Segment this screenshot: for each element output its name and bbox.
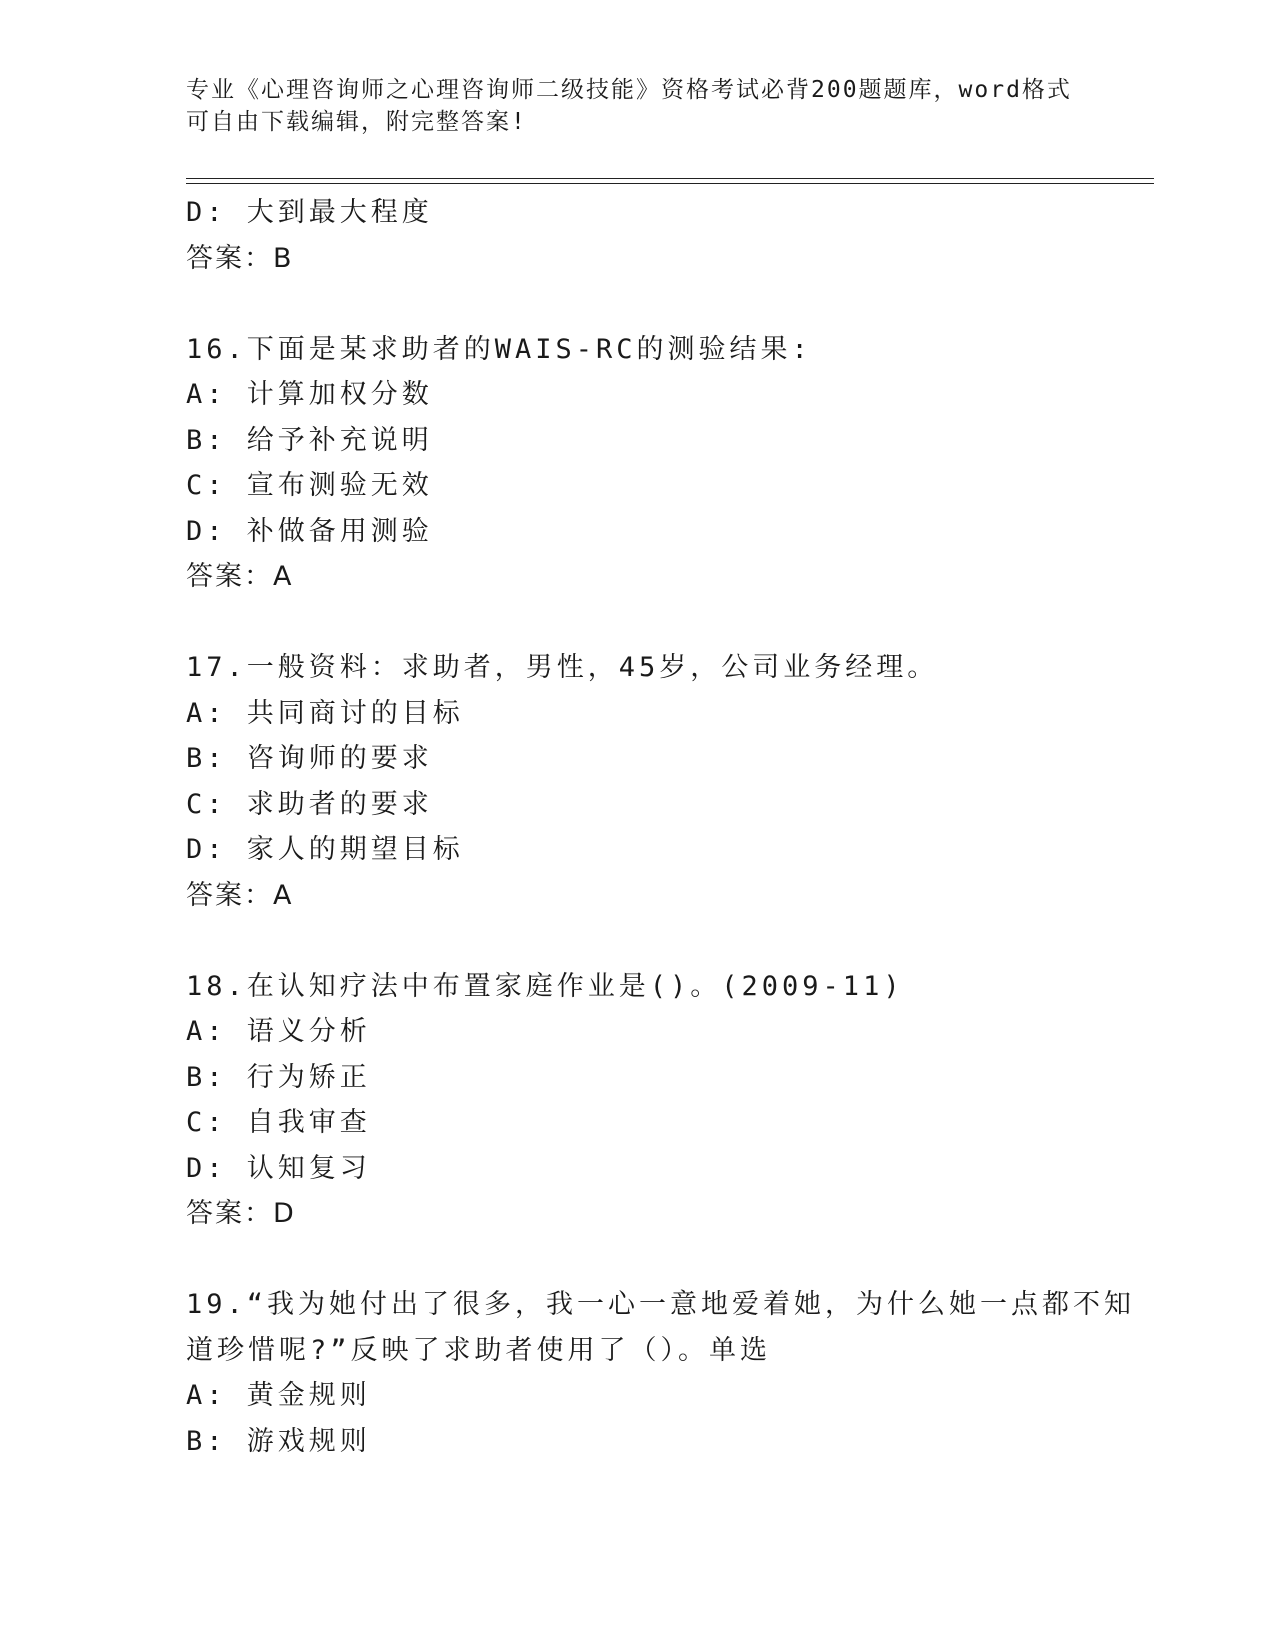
option-a: A: 计算加权分数: [186, 379, 433, 410]
spacer: [186, 1237, 1146, 1283]
question-19: [186, 1282, 1146, 1464]
option-b: B: 咨询师的要求: [186, 743, 433, 774]
header-line-1: 专业《心理咨询师之心理咨询师二级技能》资格考试必背200题题库，word格式: [186, 77, 1072, 103]
answer: 答案：A: [186, 879, 294, 911]
question-stem: 17.一般资料：求助者，男性，45岁，公司业务经理。: [186, 652, 939, 683]
option-d: D: 认知复习: [186, 1152, 371, 1184]
option-a: A: 黄金规则: [186, 1380, 371, 1411]
option-d: D: 补做备用测验: [186, 515, 433, 547]
question-16: [186, 327, 1146, 600]
option-b: B: 行为矫正: [186, 1061, 371, 1093]
answer: 答案：A: [186, 561, 294, 592]
question-18: [186, 964, 1146, 1237]
option-c: C: 宣布测验无效: [186, 470, 433, 501]
option-b: B: 给予补充说明: [186, 424, 433, 456]
option-b: B: 游戏规则: [186, 1425, 371, 1457]
spacer: [186, 918, 1146, 964]
previous-option-d: D: 大到最大程度: [186, 197, 433, 228]
question-content: [186, 190, 1146, 1464]
question-stem-line-2: 道珍惜呢?”反映了求助者使用了（）。单选: [186, 1334, 772, 1366]
question-stem-line-1: 19.“我为她付出了很多，我一心一意地爱着她，为什么她一点都不知: [186, 1289, 1136, 1320]
header-line-2: 可自由下载编辑，附完整答案!: [186, 109, 527, 135]
option-d: D: 家人的期望目标: [186, 834, 464, 865]
document-header: [186, 74, 1072, 138]
option-c: C: 自我审查: [186, 1107, 371, 1138]
option-a: A: 共同商讨的目标: [186, 697, 464, 729]
previous-answer: 答案：B: [186, 242, 294, 274]
question-stem: 18.在认知疗法中布置家庭作业是()。(2009-11): [186, 970, 904, 1002]
option-a: A: 语义分析: [186, 1016, 371, 1047]
option-c: C: 求助者的要求: [186, 788, 433, 820]
answer: 答案：D: [186, 1198, 296, 1229]
spacer: [186, 600, 1146, 646]
question-17: [186, 645, 1146, 918]
header-divider-top: [186, 178, 1154, 179]
question-stem: 16.下面是某求助者的WAIS-RC的测验结果:: [186, 333, 812, 365]
spacer: [186, 281, 1146, 327]
header-divider-bottom: [186, 183, 1154, 184]
